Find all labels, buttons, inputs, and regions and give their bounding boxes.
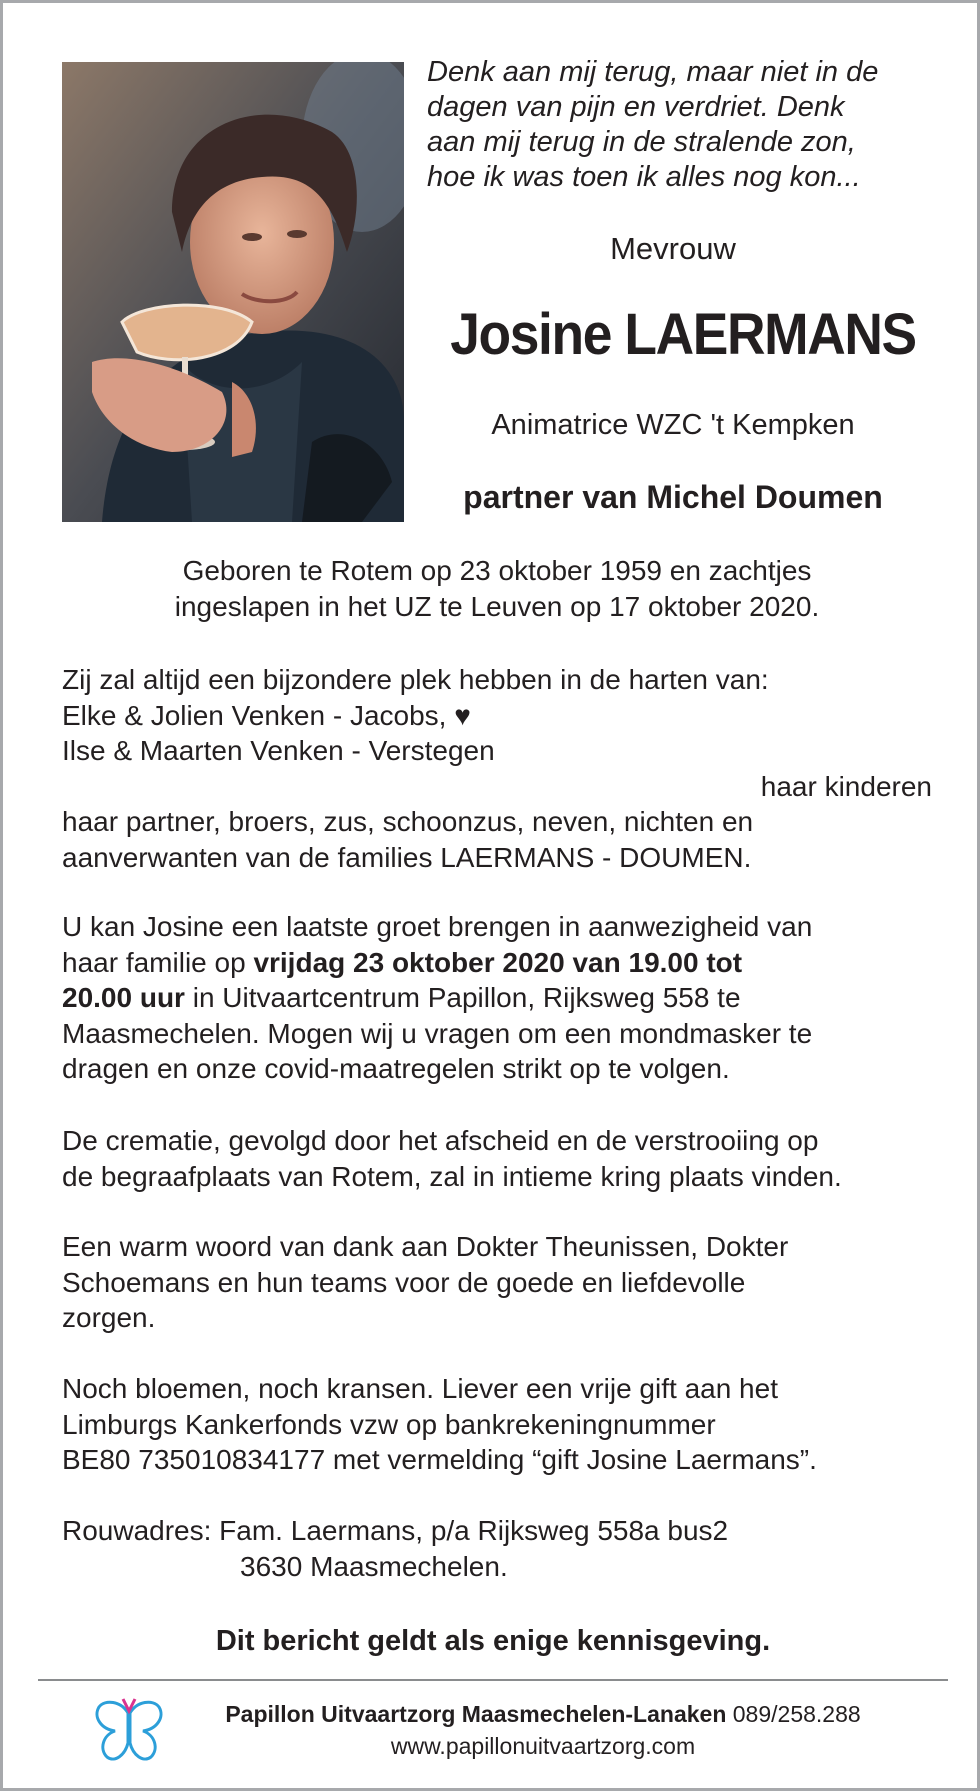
thanks-paragraph bbox=[62, 1229, 932, 1336]
address-line: Rouwadres: Fam. Laermans, p/a Rijksweg 558a bus2 bbox=[62, 1515, 729, 1546]
text-line: dragen en onze covid-maatregelen strikt op te volgen. bbox=[62, 1053, 730, 1084]
text-line: Schoemans en hun teams voor de goede en liefdevolle bbox=[62, 1266, 746, 1298]
memorial-quote bbox=[427, 55, 947, 195]
funeral-home-phone: 089/258.288 bbox=[726, 1701, 861, 1727]
deceased-name: Josine LAERMANS bbox=[450, 302, 916, 367]
visitation-date: vrijdag 23 oktober 2020 van 19.00 tot bbox=[253, 946, 743, 978]
text-line: Een warm woord van dank aan Dokter Theunissen, Dokter bbox=[62, 1231, 789, 1262]
text-line: zorgen. bbox=[62, 1302, 156, 1333]
text-segment: haar familie op bbox=[62, 946, 254, 978]
text-line: Ilse & Maarten Venken - Verstegen bbox=[62, 735, 495, 766]
text-segment: in Uitvaartcentrum Papillon, Rijksweg 558 te bbox=[184, 982, 741, 1013]
text-line: Limburgs Kankerfonds vzw op bankrekeningnummer bbox=[62, 1408, 716, 1440]
text-line: Maasmechelen. Mogen wij u vragen om een mondmasker te bbox=[62, 1017, 813, 1049]
text-line: haar partner, broers, zus, schoonzus, neven, nichten en bbox=[62, 806, 754, 837]
portrait-photo bbox=[62, 62, 404, 522]
text-line: Geboren te Rotem op 23 oktober 1959 en zachtjes bbox=[182, 555, 812, 586]
visitation-paragraph bbox=[62, 909, 932, 1087]
funeral-home-website: www.papillonuitvaartzorg.com bbox=[390, 1733, 696, 1759]
footer-company-line bbox=[173, 1698, 913, 1730]
text-line: ingeslapen in het UZ te Leuven op 17 oktober 2020. bbox=[174, 590, 820, 622]
text-line: De crematie, gevolgd door het afscheid en de verstrooiing op bbox=[62, 1125, 819, 1156]
text-line: Noch bloemen, noch kransen. Liever een vrije gift aan het bbox=[62, 1373, 778, 1404]
text-line: Elke & Jolien Venken - Jacobs, ♥ bbox=[62, 699, 471, 731]
funeral-home-name: Papillon Uitvaartzorg Maasmechelen-Lanaken bbox=[225, 1701, 727, 1727]
quote-line: hoe ik was toen ik alles nog kon... bbox=[427, 161, 861, 193]
partner-line: partner van Michel Doumen bbox=[463, 479, 883, 515]
mourning-address bbox=[62, 1513, 932, 1584]
deceased-role: Animatrice WZC 't Kempken bbox=[491, 409, 855, 441]
footer-divider bbox=[38, 1679, 948, 1681]
portrait-image bbox=[62, 62, 404, 522]
children-label: haar kinderen bbox=[760, 770, 932, 802]
family-paragraph bbox=[62, 662, 932, 875]
salutation: Mevrouw bbox=[610, 231, 736, 266]
text-line: Zij zal altijd een bijzondere plek hebben in de harten van: bbox=[62, 664, 769, 695]
text-line: U kan Josine een laatste groet brengen in aanwezigheid van bbox=[62, 911, 813, 942]
birth-death-paragraph bbox=[62, 553, 932, 624]
quote-line: dagen van pijn en verdriet. Denk bbox=[427, 91, 845, 123]
text-line: de begraafplaats van Rotem, zal in intieme kring plaats vinden. bbox=[62, 1160, 842, 1192]
flowers-paragraph bbox=[62, 1371, 932, 1478]
text-line bbox=[62, 980, 932, 1016]
butterfly-logo-icon bbox=[91, 1695, 167, 1767]
text-line bbox=[62, 945, 932, 981]
funeral-home-footer bbox=[173, 1698, 913, 1762]
text-line: aanverwanten van de families LAERMANS - DOUMEN. bbox=[62, 841, 752, 873]
visitation-time: 20.00 uur bbox=[62, 982, 185, 1013]
quote-line: Denk aan mij terug, maar niet in de bbox=[427, 56, 879, 88]
text-line: BE80 735010834177 met vermelding “gift Josine Laermans”. bbox=[62, 1444, 817, 1475]
quote-line: aan mij terug in de stralende zon, bbox=[427, 126, 856, 158]
cremation-paragraph bbox=[62, 1123, 932, 1194]
address-line: 3630 Maasmechelen. bbox=[240, 1550, 508, 1582]
notice-statement: Dit bericht geldt als enige kennisgeving. bbox=[215, 1625, 771, 1657]
